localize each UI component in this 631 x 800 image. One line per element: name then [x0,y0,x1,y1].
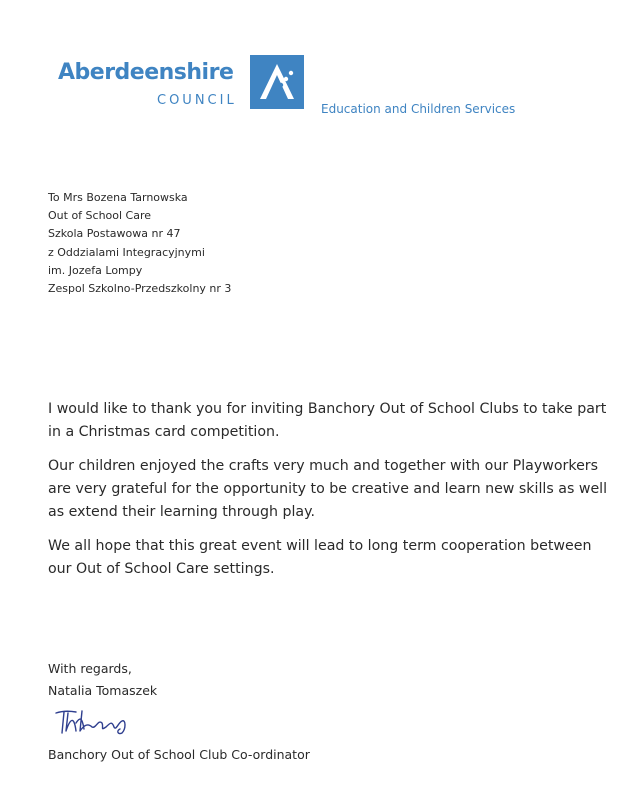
council-logo-icon [250,55,304,109]
logo-org-name: Aberdeenshire [58,60,234,85]
body-paragraph: We all hope that this great event will lead to long term cooperation between our Out of School Care settings. [48,538,592,577]
address-line: Out of School Care [48,209,152,223]
logo-council-label: COUNCIL [157,93,237,108]
body-paragraph: Our children enjoyed the crafts very much and together with our Playworkers are very grateful for the opportunity to be creative and learn new skills as well as extend their learning through play. [48,458,608,520]
address-line: im. Jozefa Lompy [48,263,143,277]
address-line: Szkola Postawowa nr 47 [48,227,181,241]
handwritten-signature [52,705,142,737]
closing-salutation: With regards, [48,661,132,676]
signer-title: Banchory Out of School Club Co-ordinator [48,747,310,762]
department-name: Education and Children Services [321,102,516,116]
address-line: z Oddzialami Integracyjnymi [48,245,205,259]
signer-name: Natalia Tomaszek [48,683,158,698]
recipient-address [48,189,231,298]
address-line: To Mrs Bozena Tarnowska [48,191,188,204]
closing-block [48,658,157,702]
body-paragraph: I would like to thank you for inviting Banchory Out of School Clubs to take part in a Christmas card competition. [48,401,607,440]
address-line: Zespol Szkolno-Przedszkolny nr 3 [48,282,232,296]
letter-body [48,398,608,592]
